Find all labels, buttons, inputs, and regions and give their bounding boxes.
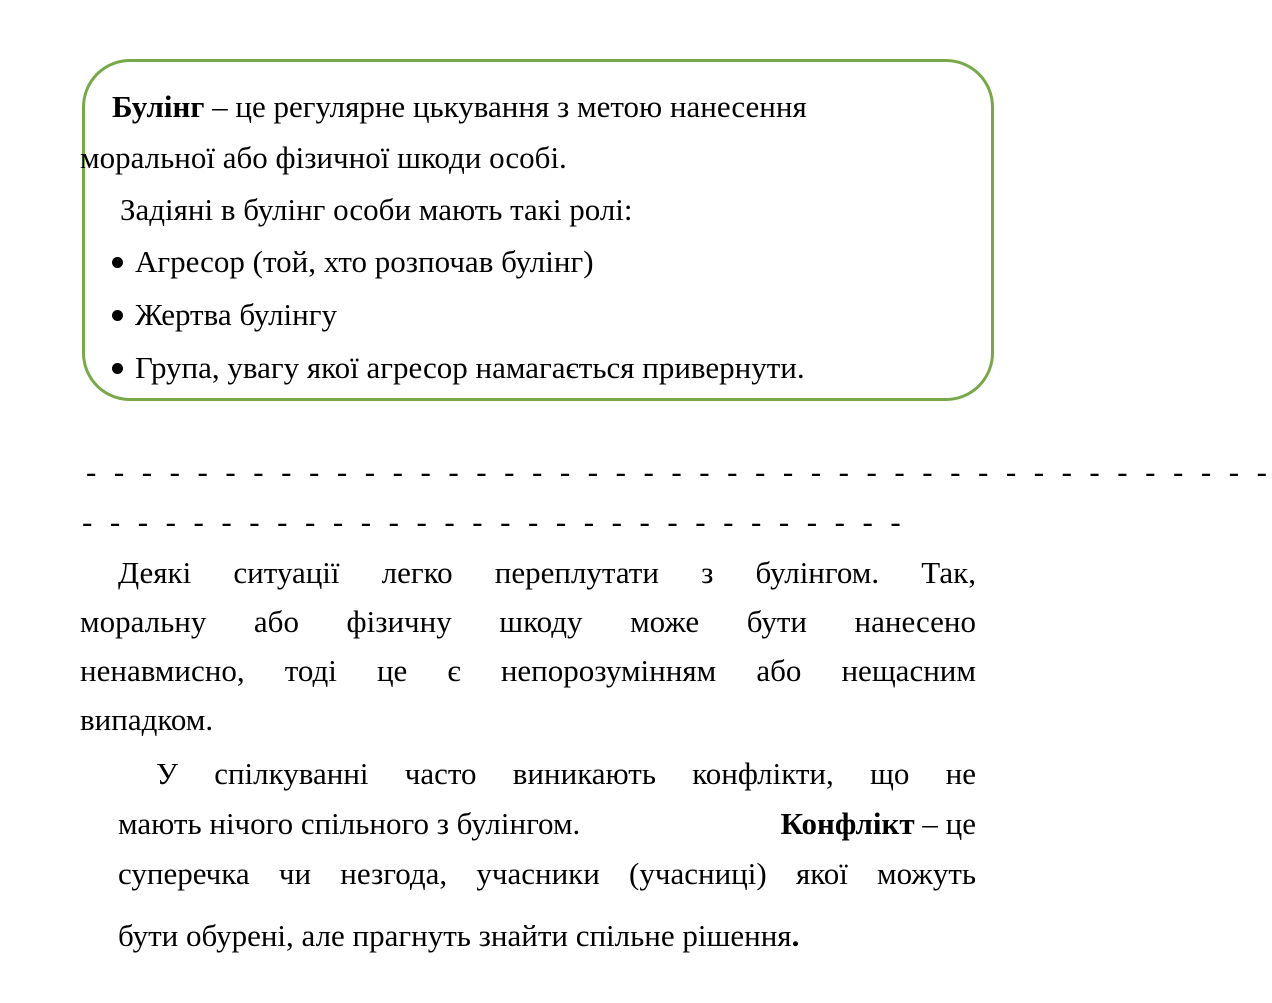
definition-text: – це регулярне цькування з метою нанесення: [204, 89, 807, 124]
bullet-icon: [112, 363, 123, 374]
paragraph-1-line-4: випадком.: [80, 702, 214, 737]
role-label: Агресор (той, хто розпочав булінг): [135, 244, 594, 279]
role-label: Жертва булінгу: [135, 297, 337, 332]
paragraph-2-line-4-text: бути обурені, але прагнуть знайти спільне рішення: [118, 918, 792, 953]
term-bulling: Булінг: [112, 89, 205, 124]
final-period: .: [791, 918, 800, 953]
role-label: Група, увагу якої агресор намагається привернути.: [135, 350, 805, 385]
separator-line-1: - - - - - - - - - - - - - - - - - - - - - - - - - - - - - - - - - - - - - - - - - - -: [86, 454, 1272, 489]
paragraph-2-line-2-start: мають нічого спільного з булінгом.: [118, 806, 581, 841]
conflict-dash-text: – це: [914, 806, 976, 841]
bullet-icon: [112, 310, 123, 321]
separator-line-2: - - - - - - - - - - - - - - - - - - - - - - - - - - - - - -: [82, 504, 906, 539]
term-conflict: Конфлікт: [780, 806, 915, 841]
definition-line-1: [112, 89, 807, 125]
role-item-victim: [112, 297, 337, 333]
paragraph-1-line-3: ненавмисно, тоді це є непорозумінням або нещасним: [80, 653, 976, 688]
conflict-definition-start: [781, 806, 976, 842]
paragraph-2-line-4: [118, 918, 799, 954]
paragraph-2-line-3: суперечка чи незгода, учасники (учасниці) якої можуть: [118, 856, 976, 891]
paragraph-1-line-1: Деякі ситуації легко переплутати з булінгом. Так,: [118, 555, 976, 590]
definition-line-2: моральної або фізичної шкоди особі.: [80, 140, 567, 175]
roles-intro: Задіяні в булінг особи мають такі ролі:: [120, 192, 633, 227]
paragraph-1-line-2: моральну або фізичну шкоду може бути нанесено: [80, 604, 976, 639]
bullet-icon: [112, 257, 123, 268]
role-item-aggressor: [112, 244, 594, 280]
role-item-group: [112, 350, 805, 386]
paragraph-2-line-1: У спілкуванні часто виникають конфлікти, що не: [156, 756, 976, 791]
paragraph-2-line-2: [118, 806, 976, 842]
